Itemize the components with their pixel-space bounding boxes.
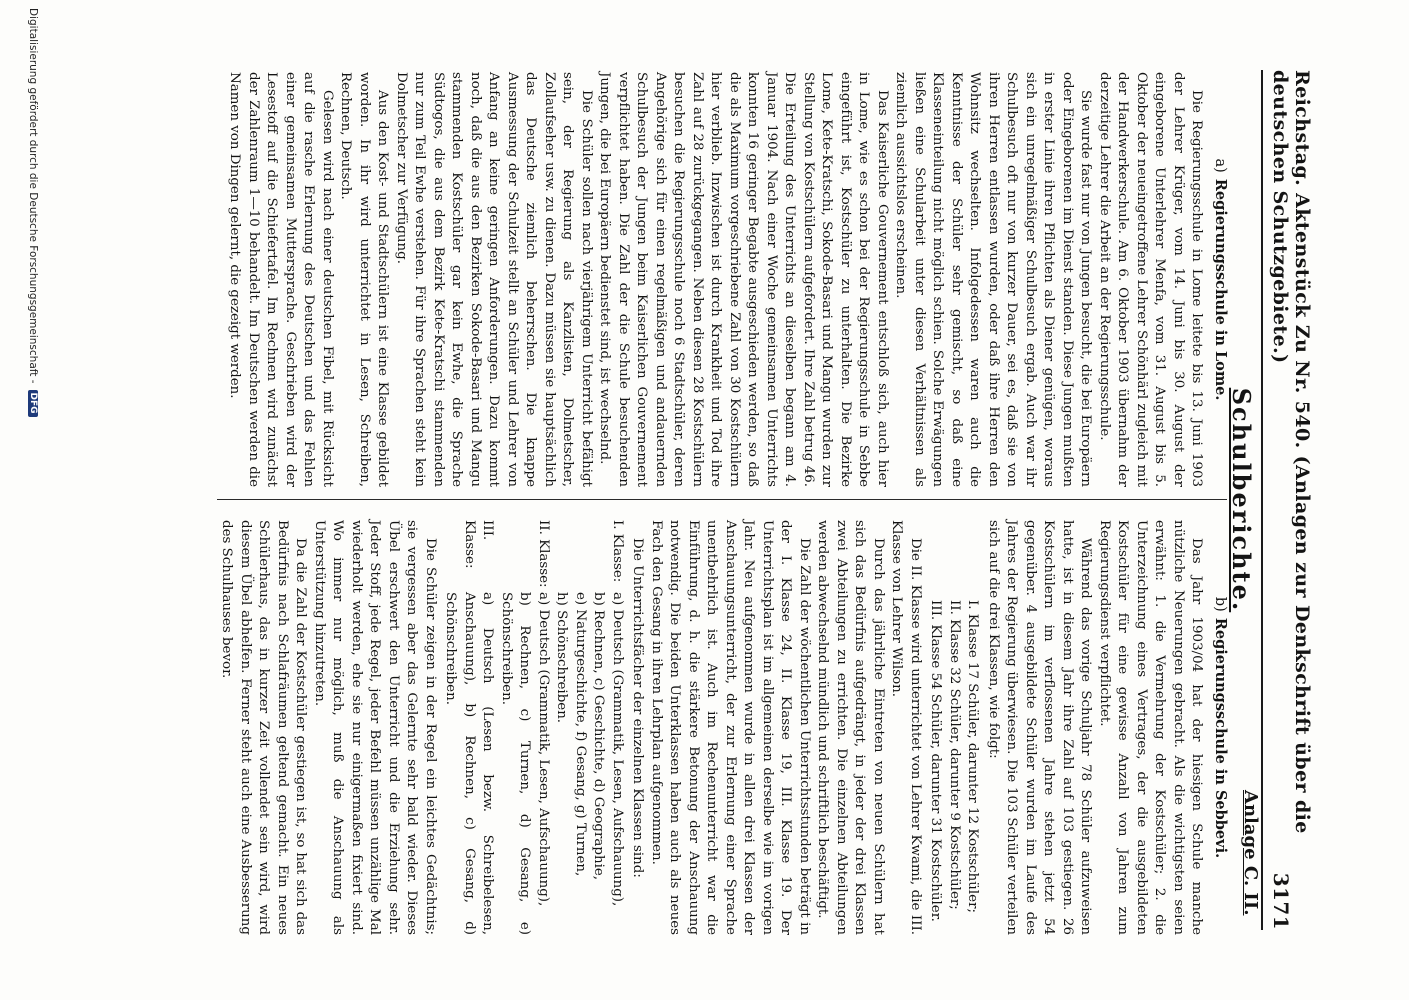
list-item: II. Klasse 32 Schüler, darunter 9 Kostschüler; [947,600,962,910]
left-column [229,72,1229,487]
digitization-note: Digitalisierung gefördert durch die Deutsche Forschungsgemeinschaft - [27,8,39,384]
right-column-heading [1211,520,1230,935]
running-title: Reichstag. Aktenstück Zu Nr. 540. (Anlagen zur Denkschrift über die deutschen Schutzgebiete.) [1269,70,1313,834]
subject-row [552,520,626,935]
class-count-list [926,520,982,935]
column-divider [217,499,1227,500]
paragraph: Das Kaiserliche Gouvernement entschloß sich, auch hier in Lome, wie es schon bei der Regierungsschule in Sebbe eingeführt ist, Kostschüler zu unterhalten. Die Bezirke Lome, Kete-Kratschi, Sokode-Basari und Mangu wurden zur Stellung von Kostschülern aufgefordert. Ihre Zahl betrug 46. Die Erteilung des Unterrichts an dieselben begann am 4. Januar 1904. Nach einer Woche gemeinsamen Unterrichts konnten 16 geringer Begabte ausgeschieden werden, so daß die als Maximum vorgeschriebene Zahl von 30 Kostschülern hier verblieb. Inzwischen ist durch Krankheit und Tod ihre Zahl auf 28 zurückgegangen. Neben diesen 28 Kostschülern besuchen die Regierungsschule noch 6 Stadtschüler, deren Angehörige sich für einen regelmäßigen und andauernden Schulbesuch der Jungen beim Kaiserlichen Gouvernement verpflichtet haben. Die Zahl der die Schule besuchenden Jungen, die bei Europäern bedienstet sind, ist wechselnd. [597,72,890,487]
heading-mark: a) [1212,158,1228,173]
list-item: e) Naturgeschichte, f) Gesang, g) Turnen, [573,592,588,877]
paragraph: Die Zahl der wöchentlichen Unterrichtsstunden beträgt in der I. Klasse 24, II. Klasse 19, III. Klasse 19. Der Unterrichtsplan ist im allgemeinen derselbe wie im vorigen Jahr. Neu aufgenommen wurde in allen drei Klassen der Anschauungsunterricht, der zur Erlernung einer Sprache unentbehrlich ist. Auch im Rechenunterricht war die Einführung, d. h. die stärkere Betonung der Anschauung notwendig. Die beiden Unterklassen haben auch als neues Fach den Gesang in ihren Lehrplan aufgenommen. [649,520,812,935]
paragraph: Aus den Kost- und Stadtschülern ist eine Klasse gebildet worden. In ihr wird unterrichtet in Lesen, Schreiben, Rechnen, Deutsch. [338,72,391,487]
right-column [219,520,1229,935]
list-item: b) Rechnen, c) Turnen, d) Gesang, e) Schönschreiben. [499,592,533,935]
list-item: I. Klasse 17 Schüler, darunter 12 Kostschüler; [965,600,981,914]
dfg-logo: DFG [28,390,38,417]
list-item: III. Klasse 54 Schüler, darunter 31 Kostschüler. [928,600,944,922]
page-number: 3171 [1269,872,1293,930]
subjects-list [441,520,626,935]
heading-text: Regierungsschule in Sebbevi. [1212,617,1229,859]
list-item: b) Rechnen, c) Geschichte, d) Geographie, [591,592,607,881]
paragraph: Sie wurde fast nur von Jungen besucht, die bei Europäern oder Eingeborenen im Dienst standen. Diese Jungen mußten in erster Linie ihren Pflichten als Diener genügen, woraus sich ein unregelmäßiger Schulbesuch ergab. Auch war ihr Schulbesuch oft nur von kurzer Dauer, sei es, daß sie von ihren Herren entlassen wurden, oder daß ihre Herren den Wohnsitz wechselten. Infolgedessen waren auch die Kenntnisse der Schüler sehr gemischt, so daß eine Klasseneinteilung nicht möglich schien. Solche Erwägungen ließen eine Schularbeit unter diesen Verhältnissen als ziemlich aussichtslos erscheinen. [893,72,1094,487]
class-label: II. Klasse: [536,520,551,588]
annex-label: Anlage C. II. [1240,790,1261,916]
class-label: III. Klasse: [462,520,496,569]
paragraph: Da die Zahl der Kostschüler gestiegen ist, so hat sich das Bedürfnis nach Schlafräumen geltend gemacht. Ein neues Schülerhaus, das in kurzer Zeit vollendet sein wird, wird diesem Übel abhelfen. Ferner steht auch eine Ausbesserung des Schulhauses bevor. [219,520,309,935]
heading-mark: b) [1212,596,1228,612]
subject-row [497,520,553,935]
list-item: h) Schönschreiben. [554,592,570,724]
subject-items [497,592,553,935]
subject-items [441,592,497,935]
left-column-heading [1211,72,1230,487]
list-item: a) Deutsch (Grammatik, Lesen, Aufschauung), [610,592,625,907]
paragraph: Während das vorige Schuljahr 78 Schüler aufzuweisen hatte, ist in diesem Jahr ihre Zahl auf 103 gestiegen. 26 Kostschülern im verflossenen Jahre stehen jetzt 54 gegenüber. 4 ausgebildete Schüler wurden im Laufe des Jahres der Regierung überwiesen. Die 103 Schüler verteilen sich auf die drei Klassen, wie folgt: [986,520,1094,935]
paragraph: Gelesen wird nach einer deutschen Fibel, mit Rücksicht auf die rasche Erlernung des Deutschen und das Fehlen einer gemeinsamen Muttersprache. Geschrieben wird der Lesestoff auf die Schiefertafel. Im Rechnen wird zunächst der Zahlenraum 1—10 behandelt. Im Deutschen werden die Namen von Dingen gelernt, die gezeigt werden. [227,72,335,487]
paragraph: Die Unterrichtsfächer der einzelnen Klassen sind: [630,538,646,878]
list-item: a) Deutsch (Lesen bezw. Schreibelesen, Anschauung), b) Rechnen, c) Gesang, d) Schönschreiben. [443,592,496,935]
section-title: Schulberichte. [1227,387,1256,613]
digitization-footer [27,0,39,1008]
paragraph: Die Schüler zeigen in der Regel ein leichtes Gedächtnis; sie vergessen aber das Gelernte sehr bald wieder. Dieses Übel erschwert den Unterricht und die Erziehung sehr. Jeder Stoff, jede Regel, jeder Befehl müssen unzählige Mal wiederholt werden, ehe sie nur einigermaßen fixiert sind. Wo immer nur möglich, muß die Anschauung als Unterstützung hinzutreten. [312,520,438,935]
paragraph: Die Regierungsschule in Lome leitete bis 13. Juni 1903 der Lehrer Krüger, vom 14. Juni bis 30. August der eingeborene Unterlehrer Menfa, vom 31. August bis 5. Oktober der neueingetroffene Lehrer Schönhärl zugleich mit der Handwerkerschule. Am 6. Oktober 1903 übernahm der derzeitige Lehrer die Arbeit an der Regierungsschule. [1097,72,1205,487]
paragraph: Die II. Klasse wird unterrichtet von Lehrer Kwami, die III. Klasse von Lehrer Wilson. [889,520,923,935]
paragraph: Durch das jährliche Eintreten von neuen Schülern hat sich das Bedürfnis aufgedrängt, in jeder der drei Klassen zwei Abteilungen zu errichten. Die einzelnen Abteilungen werden abwechselnd mündlich und schriftlich beschäftigt. [815,520,886,935]
paragraph: Das Jahr 1903/04 hat der hiesigen Schule manche nützliche Neuerungen gebracht. Als die wichtigsten seien erwähnt: 1. die Vermehrung der Kostschüler; 2. die Unterzeichnung eines Vertrages, der die ausgebildeten Kostschüler für eine gewisse Anzahl von Jahren zum Regierungsdienst verpflichtet. [1097,520,1205,935]
class-label: I. Klasse: [610,520,625,583]
paragraph: Die Schüler sollen nach vierjährigem Unterricht befähigt sein, der Regierung als Kanzlisten, Dolmetscher, Zollaufseher usw. zu dienen. Dazu müssen sie hauptsächlich das Deutsche ziemlich beherrschen. Die knappe Ausmessung der Schulzeit stellt an Schüler und Lehrer von Anfang an keine geringen Anforderungen. Dazu kommt noch, daß die aus den Bezirken Sokode-Basari und Mangu stammenden Kostschüler gar kein Ewhe, die Sprache Südtogos, die aus dem Bezirk Kete-Kratschi stammenden nur zum Teil Ewhe verstehen. Für ihre Sprachen steht kein Dolmetscher zur Verfügung. [394,72,594,487]
running-header [1261,70,1313,930]
subject-row [441,520,497,935]
list-item: a) Deutsch (Grammatik, Lesen, Aufschauung), [536,592,551,907]
heading-text: Regierungsschule in Lome. [1212,178,1229,401]
subject-items [552,592,626,935]
